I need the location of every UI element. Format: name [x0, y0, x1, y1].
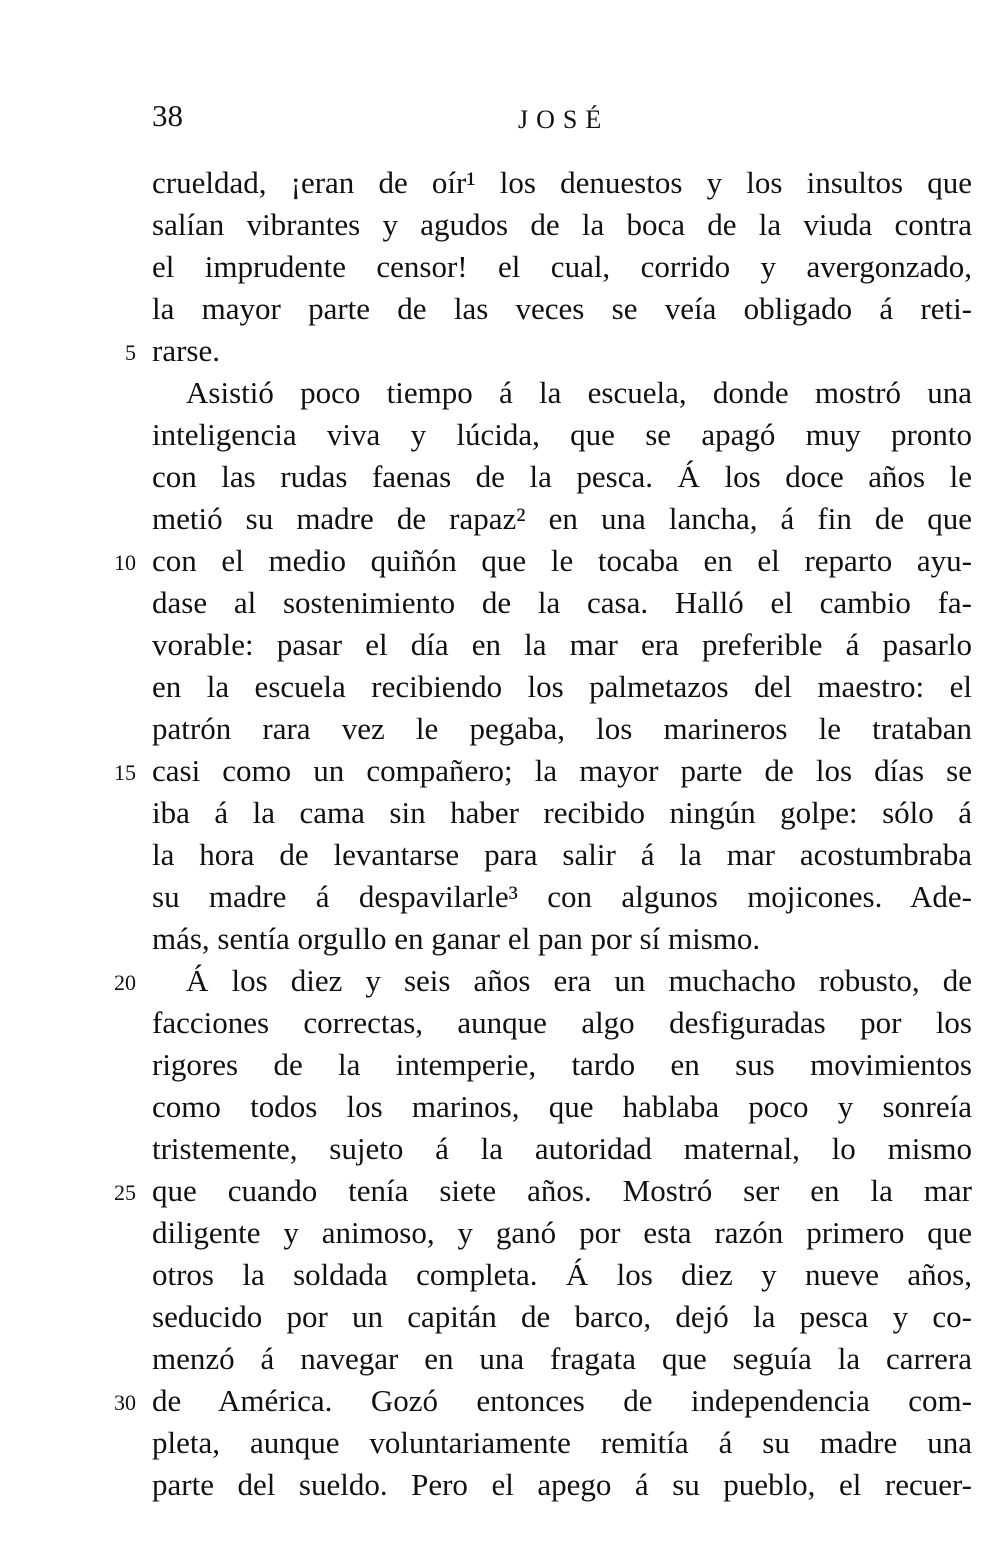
line-number: 15	[114, 760, 136, 785]
line-text: menzó á navegar en una fragata que seguía la carrera	[152, 1341, 972, 1376]
line-text: metió su madre de rapaz² en una lancha, á fin de que	[152, 501, 972, 536]
text-line	[0, 372, 1000, 414]
text-line	[0, 540, 1000, 582]
text-line	[0, 204, 1000, 246]
text-line	[0, 162, 1000, 204]
line-number: 30	[114, 1390, 136, 1415]
line-text: iba á la cama sin haber recibido ningún golpe: sólo á	[152, 795, 972, 830]
text-line	[0, 918, 1000, 960]
text-line	[0, 834, 1000, 876]
line-text: rarse.	[152, 333, 220, 368]
line-text: facciones correctas, aunque algo desfiguradas por los	[152, 1005, 972, 1040]
line-text: la hora de levantarse para salir á la mar acostumbraba	[152, 837, 972, 872]
text-line	[0, 1170, 1000, 1212]
line-text: Á los diez y seis años era un muchacho robusto, de	[186, 963, 972, 998]
text-line	[0, 246, 1000, 288]
text-line	[0, 708, 1000, 750]
line-text: crueldad, ¡eran de oír¹ los denuestos y los insultos que	[152, 165, 972, 200]
page-number: 38	[152, 98, 183, 133]
text-line	[0, 750, 1000, 792]
line-text: otros la soldada completa. Á los diez y nueve años,	[152, 1257, 972, 1292]
line-text: con las rudas faenas de la pesca. Á los doce años le	[152, 459, 972, 494]
text-line	[0, 456, 1000, 498]
line-text: vorable: pasar el día en la mar era preferible á pasarlo	[152, 627, 972, 662]
text-line	[0, 1338, 1000, 1380]
text-line	[0, 666, 1000, 708]
text-line	[0, 960, 1000, 1002]
line-text: parte del sueldo. Pero el apego á su pueblo, el recuer-	[152, 1467, 972, 1502]
line-text: rigores de la intemperie, tardo en sus movimientos	[152, 1047, 972, 1082]
line-text: Asistió poco tiempo á la escuela, donde mostró una	[186, 375, 972, 410]
text-line	[0, 498, 1000, 540]
text-line	[0, 288, 1000, 330]
line-text: como todos los marinos, que hablaba poco y sonreía	[152, 1089, 972, 1124]
text-line	[0, 876, 1000, 918]
line-text: inteligencia viva y lúcida, que se apagó muy pronto	[152, 417, 972, 452]
line-text: dase al sostenimiento de la casa. Halló el cambio fa-	[152, 585, 972, 620]
text-line	[0, 582, 1000, 624]
text-line	[0, 1128, 1000, 1170]
line-number: 20	[114, 970, 136, 995]
text-line	[0, 1212, 1000, 1254]
line-text: pleta, aunque voluntariamente remitía á su madre una	[152, 1425, 972, 1460]
text-line	[0, 1422, 1000, 1464]
line-text: con el medio quiñón que le tocaba en el reparto ayu-	[152, 543, 972, 578]
line-text: el imprudente censor! el cual, corrido y avergonzado,	[152, 249, 972, 284]
line-text: casi como un compañero; la mayor parte de los días se	[152, 753, 972, 788]
line-text: patrón rara vez le pegaba, los marineros le trataban	[152, 711, 972, 746]
text-line	[0, 1254, 1000, 1296]
text-line	[0, 414, 1000, 456]
body-text	[0, 162, 1000, 1506]
line-text: salían vibrantes y agudos de la boca de la viuda contra	[152, 207, 972, 242]
line-text: tristemente, sujeto á la autoridad maternal, lo mismo	[152, 1131, 972, 1166]
text-line	[0, 624, 1000, 666]
text-line	[0, 1380, 1000, 1422]
line-number: 5	[125, 340, 136, 365]
line-text: seducido por un capitán de barco, dejó la pesca y co-	[152, 1299, 972, 1334]
text-line	[0, 1044, 1000, 1086]
text-line	[0, 792, 1000, 834]
line-text: la mayor parte de las veces se veía obligado á reti-	[152, 291, 972, 326]
line-text: su madre á despavilarle³ con algunos mojicones. Ade-	[152, 879, 972, 914]
text-line	[0, 330, 1000, 372]
line-text: en la escuela recibiendo los palmetazos del maestro: el	[152, 669, 972, 704]
line-text: que cuando tenía siete años. Mostró ser en la mar	[152, 1173, 972, 1208]
running-head: JOSÉ	[518, 105, 610, 134]
text-line	[0, 1464, 1000, 1506]
line-text: diligente y animoso, y ganó por esta razón primero que	[152, 1215, 972, 1250]
line-text: más, sentía orgullo en ganar el pan por sí mismo.	[152, 921, 761, 956]
line-text: de América. Gozó entonces de independencia com-	[152, 1383, 972, 1418]
text-line	[0, 1002, 1000, 1044]
text-line	[0, 1086, 1000, 1128]
text-line	[0, 1296, 1000, 1338]
line-number: 10	[114, 550, 136, 575]
line-number: 25	[114, 1180, 136, 1205]
